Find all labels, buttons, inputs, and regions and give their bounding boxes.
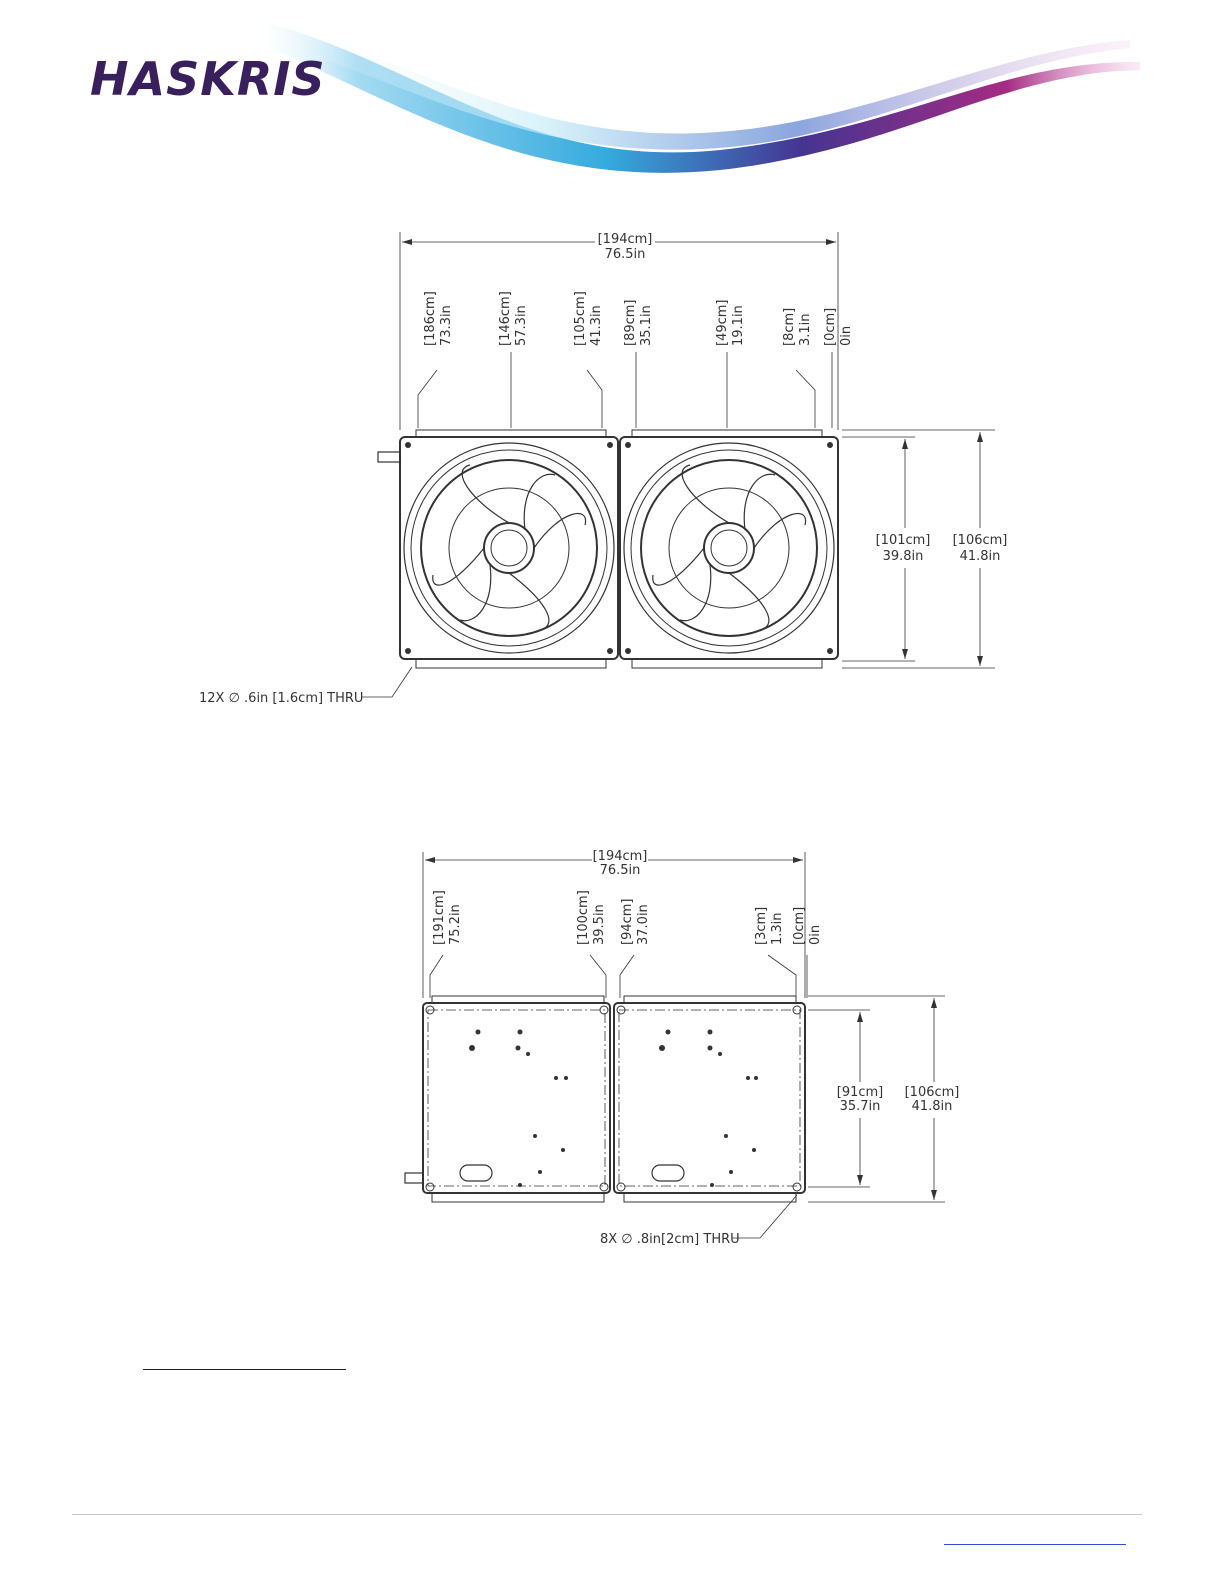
overall-height-imperial: 41.8in [959, 549, 1001, 564]
hole-position-metric: [186cm] [423, 291, 438, 346]
hole-position-imperial: 0in [808, 924, 823, 945]
fan-panel-left [400, 437, 618, 659]
hole-position-imperial: 0in [839, 325, 854, 346]
pipe-connector [405, 1173, 423, 1183]
hole-position-imperial: 39.5in [592, 904, 607, 945]
arrow-head [826, 239, 836, 245]
hole-position-metric: [8cm] [782, 307, 797, 346]
inner-outline [428, 1010, 605, 1186]
mount-bracket [632, 430, 822, 437]
hole-position-metric: [146cm] [498, 291, 513, 346]
hole-note-leader [732, 1195, 797, 1238]
overall-width-metric: [194cm] [597, 232, 653, 247]
hole-position-imperial: 57.3in [514, 305, 529, 346]
inner-outline [619, 1010, 800, 1186]
inner-height-metric: [101cm] [875, 533, 931, 548]
hole-note-leader [362, 667, 412, 697]
hole-position-metric: [100cm] [576, 890, 591, 945]
pipe-connector [378, 452, 400, 462]
hole-position-metric: [191cm] [432, 890, 447, 945]
hole-position-imperial: 35.1in [639, 305, 654, 346]
mount-bracket [416, 430, 606, 437]
mount-bracket [432, 1193, 604, 1202]
page-header [0, 0, 1224, 190]
fan-panel-right [620, 437, 838, 659]
overall-width-metric: [194cm] [592, 849, 648, 864]
mount-bracket [416, 659, 606, 668]
arrow-head [425, 857, 435, 863]
hole-position-metric: [0cm] [823, 307, 838, 346]
bottom-view-drawing [0, 835, 1224, 1255]
overall-height-imperial: 41.8in [911, 1099, 953, 1114]
leader-lines [430, 955, 807, 998]
mount-bracket [632, 659, 822, 668]
blank-underline [143, 1369, 346, 1370]
mount-bracket [624, 996, 796, 1003]
mount-bracket [432, 996, 604, 1003]
hole-position-metric: [3cm] [754, 906, 769, 945]
hole-position-metric: [94cm] [620, 898, 635, 945]
hole-note: 12X ∅ .6in [1.6cm] THRU [199, 691, 364, 706]
footer-divider [72, 1514, 1142, 1515]
hole-position-metric: [89cm] [623, 299, 638, 346]
leader-lines [418, 352, 832, 428]
hole-position-imperial: 37.0in [636, 904, 651, 945]
footer-link-underline[interactable] [944, 1544, 1126, 1545]
company-logo: HASKRIS [90, 52, 326, 106]
hole-note: 8X ∅ .8in[2cm] THRU [600, 1232, 740, 1247]
hole-position-imperial: 3.1in [798, 313, 813, 346]
hole-position-metric: [49cm] [715, 299, 730, 346]
hole-position-imperial: 41.3in [589, 305, 604, 346]
inner-height-metric: [91cm] [836, 1085, 884, 1100]
arrow-head [402, 239, 412, 245]
hole-position-imperial: 19.1in [731, 305, 746, 346]
access-slot [460, 1165, 492, 1181]
top-view-drawing [0, 215, 1224, 715]
fan-left [404, 443, 614, 653]
hole-position-imperial: 75.2in [448, 904, 463, 945]
inner-height-imperial: 39.8in [882, 549, 924, 564]
mount-bracket [624, 1193, 796, 1202]
overall-width-imperial: 76.5in [604, 247, 646, 262]
overall-height-metric: [106cm] [952, 533, 1008, 548]
hole-position-metric: [105cm] [573, 291, 588, 346]
overall-height-metric: [106cm] [904, 1085, 960, 1100]
hole-position-imperial: 73.3in [439, 305, 454, 346]
hole-position-imperial: 1.3in [770, 912, 785, 945]
overall-width-imperial: 76.5in [599, 863, 641, 878]
hole-position-metric: [0cm] [792, 906, 807, 945]
fan-right [624, 443, 834, 653]
arrow-head [793, 857, 803, 863]
inner-height-imperial: 35.7in [839, 1099, 881, 1114]
access-slot [652, 1165, 684, 1181]
base-panel-left [423, 1003, 610, 1193]
